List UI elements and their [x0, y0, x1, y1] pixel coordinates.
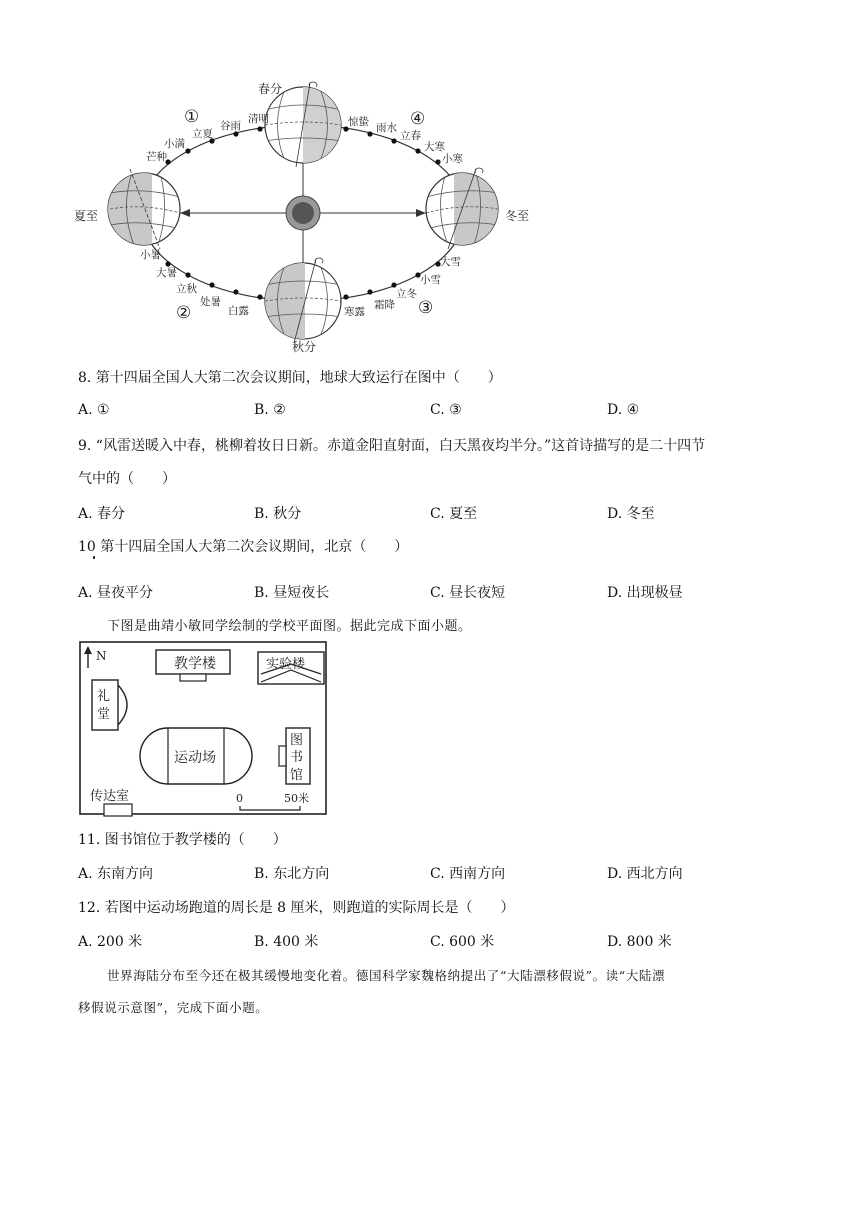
term-label: 雨水: [376, 122, 397, 134]
school-plan-map: [78, 640, 328, 820]
intro-school-map: 下图是曲靖小敏同学绘制的学校平面图。据此完成下面小题。: [107, 619, 472, 634]
term-label: 大雪: [440, 256, 461, 268]
gate-house-label: 传达室: [90, 789, 130, 804]
question-8-option-c[interactable]: C. ③: [430, 402, 462, 418]
term-label: 大寒: [424, 141, 445, 153]
label-summer-solstice: 夏至: [74, 209, 99, 223]
term-label: 处暑: [200, 296, 221, 308]
question-9-option-b[interactable]: B. 秋分: [254, 506, 302, 522]
term-label: 芒种: [146, 151, 167, 163]
hall-label-char2: 堂: [97, 707, 111, 722]
earth-autumn-globe: [265, 258, 341, 343]
scale-end: 50米: [284, 792, 309, 805]
term-label: 立春: [400, 130, 421, 142]
library-label-char3: 馆: [290, 768, 304, 783]
term-label: 小暑: [140, 249, 161, 261]
question-8-option-d[interactable]: D. ④: [607, 402, 640, 418]
question-9-option-a[interactable]: A. 春分: [78, 506, 126, 522]
term-label: 小雪: [420, 274, 441, 286]
question-11-option-b[interactable]: B. 东北方向: [254, 866, 330, 882]
scale-zero: 0: [236, 792, 243, 805]
question-8-option-a[interactable]: A. ①: [78, 402, 110, 418]
label-spring-equinox: 春分: [258, 82, 283, 96]
question-9-option-c[interactable]: C. 夏至: [430, 506, 478, 522]
question-10-option-b[interactable]: B. 昼短夜长: [254, 585, 330, 601]
question-9-stem-line1: 9. “风雷送暖入中春，桃柳着妆日日新。赤道金阳直射面，白天黑夜均半分。”这首诗描写的是二十四节: [78, 438, 706, 454]
question-12-option-c[interactable]: C. 600 米: [430, 934, 495, 950]
question-9-option-d[interactable]: D. 冬至: [607, 506, 655, 522]
question-11-option-c[interactable]: C. 西南方向: [430, 866, 506, 882]
question-10-option-a[interactable]: A. 昼夜平分: [78, 585, 154, 601]
teaching-building-label: 教学楼: [174, 656, 216, 672]
earth-winter-globe: [426, 168, 500, 249]
question-12-option-a[interactable]: A. 200 米: [78, 934, 143, 950]
question-12-option-d[interactable]: D. 800 米: [607, 934, 672, 950]
label-autumn-equinox: 秋分: [292, 340, 317, 354]
question-12-stem: 12. 若图中运动场跑道的周长是 8 厘米，则跑道的实际周长是（ ）: [78, 900, 515, 916]
question-8-option-b[interactable]: B. ②: [254, 402, 286, 418]
question-8-stem: 8. 第十四届全国人大第二次会议期间，地球大致运行在图中（ ）: [78, 370, 502, 386]
term-label: 立秋: [176, 283, 197, 295]
term-label: 大暑: [156, 267, 177, 279]
question-10-stem: 10 第十四届全国人大第二次会议期间，北京（ ）: [78, 539, 409, 555]
term-label: 立夏: [192, 128, 213, 140]
question-9-stem-line2: 气中的（ ）: [78, 471, 176, 487]
earth-orbit-diagram: [70, 75, 560, 360]
zone-marker-1: ①: [184, 107, 200, 127]
term-label: 小满: [164, 138, 185, 150]
library-label-char2: 书: [290, 750, 304, 765]
term-label: 清明: [248, 113, 269, 125]
question-11-stem: 11. 图书馆位于教学楼的（ ）: [78, 832, 287, 848]
question-11-option-a[interactable]: A. 东南方向: [78, 866, 154, 882]
zone-marker-4: ④: [410, 109, 426, 129]
zone-marker-2: ②: [176, 303, 192, 323]
label-winter-solstice: 冬至: [505, 209, 530, 223]
term-label: 谷雨: [220, 120, 241, 132]
term-label: 白露: [228, 305, 249, 317]
question-10-option-d[interactable]: D. 出现极昼: [607, 585, 683, 601]
term-label: 立冬: [396, 288, 417, 300]
term-label: 寒露: [344, 306, 365, 318]
library-label-char1: 图: [290, 733, 304, 748]
question-10-option-c[interactable]: C. 昼长夜短: [430, 585, 506, 601]
lab-building-label: 实验楼: [266, 657, 306, 672]
earth-summer-globe: [108, 169, 180, 249]
question-12-option-b[interactable]: B. 400 米: [254, 934, 319, 950]
zone-marker-3: ③: [418, 298, 434, 318]
question-11-option-d[interactable]: D. 西北方向: [607, 866, 683, 882]
sun-icon: [286, 196, 320, 230]
sports-field-label: 运动场: [174, 750, 216, 766]
hall-label-char1: 礼: [97, 689, 111, 704]
term-label: 小寒: [442, 153, 463, 165]
term-label: 惊蛰: [348, 116, 369, 128]
north-label: N: [96, 649, 107, 663]
intro-continental-drift-line1: 世界海陆分布至今还在极其缓慢地变化着。德国科学家魏格纳提出了“大陆漂移假说”。读“大陆漂: [107, 968, 666, 983]
stray-dot: [93, 556, 95, 559]
term-label: 霜降: [374, 299, 395, 311]
intro-continental-drift-line2: 移假说示意图”，完成下面小题。: [78, 1000, 269, 1015]
